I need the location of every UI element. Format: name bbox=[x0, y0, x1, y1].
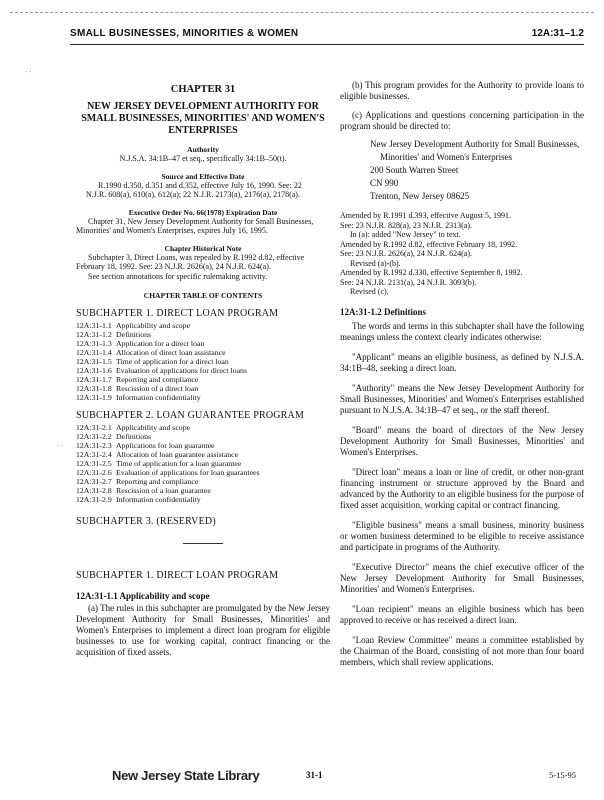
toc-entry-number: 12A:31-2.4 bbox=[76, 450, 112, 459]
toc-entry-number: 12A:31-1.6 bbox=[76, 366, 112, 375]
definition-entry: "Authority" means the New Jersey Development Authority for Small Businesses, Minorities' and Women's Enterprises established pursuant to N.J.S.A. 34:1B–47 et seq., or the staff thereof. bbox=[340, 382, 584, 415]
toc-entry-number: 12A:31-2.8 bbox=[76, 486, 112, 495]
toc-entry-number: 12A:31-1.2 bbox=[76, 330, 112, 339]
toc-subchapter-1: SUBCHAPTER 1. DIRECT LOAN PROGRAM bbox=[76, 308, 279, 319]
left-column bbox=[76, 80, 330, 658]
source-text: R.1990 d.350, d.351 and d.352, effective July 16, 1990. See: 22 N.J.R. 608(a), 610(a), 612(a); 22 N.J.R. 2173(a), 2176(a), 2178(a). bbox=[86, 180, 302, 199]
toc-entry bbox=[76, 339, 247, 348]
toc-list-subchapter-1 bbox=[76, 321, 247, 402]
section-1-2-heading: 12A:31-1.2 Definitions bbox=[340, 306, 426, 317]
chapter-title: NEW JERSEY DEVELOPMENT AUTHORITY FOR SMALL BUSINESSES, MINORITIES' AND WOMEN'S ENTERPRISES bbox=[81, 101, 325, 136]
amendment-line: Amended by R.1992 d.82, effective February 18, 1992. bbox=[340, 239, 518, 249]
toc-entry-title: Information confidentiality bbox=[116, 393, 201, 402]
definition-entry: "Direct loan" means a loan or line of credit, or other non-grant financing instrument or structure approved by the Board and advanced by the Authority to an eligible business for the purpose of fixed asset acquisition, working capital or contract financing. bbox=[340, 466, 584, 510]
source-heading: Source and Effective Date bbox=[161, 171, 245, 181]
toc-entry bbox=[76, 477, 260, 486]
historical-note-text-2: See section annotations for specific rulemaking activity. bbox=[88, 271, 268, 281]
definition-entry: "Loan Review Committee" means a committee established by the Chairman of the Board, consisting of not more than four board members, which shall review applications. bbox=[340, 634, 584, 667]
toc-entry-number: 12A:31-2.6 bbox=[76, 468, 112, 477]
header-title: SMALL BUSINESSES, MINORITIES & WOMEN bbox=[70, 28, 299, 39]
toc-entry-title: Definitions bbox=[116, 432, 152, 441]
toc-entry-number: 12A:31-2.3 bbox=[76, 441, 112, 450]
toc-entry bbox=[76, 450, 260, 459]
address-line: New Jersey Development Authority for Small Businesses, Minorities' and Women's Enterprises bbox=[370, 139, 580, 162]
toc-entry bbox=[76, 441, 260, 450]
amendment-history bbox=[340, 211, 584, 297]
toc-entry-title: Allocation of direct loan assistance bbox=[116, 348, 226, 357]
address-line: Trenton, New Jersey 08625 bbox=[370, 191, 470, 201]
toc-entry-number: 12A:31-2.7 bbox=[76, 477, 112, 486]
toc-entry-title: Applications for loan guarantee bbox=[116, 441, 215, 450]
toc-entry bbox=[76, 375, 247, 384]
header-rule bbox=[70, 44, 584, 45]
toc-subchapter-2: SUBCHAPTER 2. LOAN GUARANTEE PROGRAM bbox=[76, 410, 305, 421]
toc-entry-title: Evaluation of applications for loan guarantees bbox=[116, 468, 260, 477]
toc-entry bbox=[76, 486, 260, 495]
section-1-1-heading: 12A:31-1.1 Applicability and scope bbox=[76, 591, 210, 601]
top-dashed-rule bbox=[10, 12, 594, 13]
definition-entry: "Applicant" means an eligible business, as defined by N.J.S.A. 34:1B–48, seeking a direct loan. bbox=[340, 351, 584, 373]
toc-entry bbox=[76, 330, 247, 339]
header-section-number: 12A:31–1.2 bbox=[531, 28, 584, 39]
toc-entry-number: 12A:31-1.1 bbox=[76, 321, 112, 330]
amendment-line: See: 24 N.J.R. 2131(a), 24 N.J.R. 3093(b). bbox=[340, 277, 477, 287]
toc-entry-number: 12A:31-1.5 bbox=[76, 357, 112, 366]
toc-entry bbox=[76, 348, 247, 357]
toc-entry-number: 12A:31-1.7 bbox=[76, 375, 112, 384]
historical-note-text: Subchapter 3, Direct Loans, was repealed by R.1992 d.82, effective February 18, 1992. See: 23 N.J.R. 2626(a), 24 N.J.R. 624(a). bbox=[76, 252, 305, 271]
toc-entry bbox=[76, 393, 247, 402]
section-1-1-paragraph-c: (c) Applications and questions concerning participation in the program should be directed to: bbox=[340, 110, 584, 131]
toc-list-subchapter-2 bbox=[76, 423, 260, 504]
amendment-line: In (a): added "New Jersey" to text. bbox=[350, 230, 461, 239]
margin-mark: . . bbox=[58, 440, 64, 448]
definition-entry: "Eligible business" means a small business, minority business or women business determined to be eligible to receive assistance and participate in programs of the Authority. bbox=[340, 519, 584, 552]
toc-entry-title: Rescission of a loan guarantee bbox=[116, 486, 211, 495]
toc-entry-number: 12A:31-1.8 bbox=[76, 384, 112, 393]
chapter-number: CHAPTER 31 bbox=[170, 84, 236, 95]
toc-entry-title: Applicability and scope bbox=[116, 423, 191, 432]
page-number: 31-1 bbox=[306, 770, 323, 780]
toc-entry bbox=[76, 495, 260, 504]
toc-entry-number: 12A:31-1.3 bbox=[76, 339, 112, 348]
supplement-date: 5-15-95 bbox=[549, 770, 576, 780]
definitions-list bbox=[340, 321, 584, 668]
toc-entry bbox=[76, 366, 247, 375]
toc-entry-number: 12A:31-2.1 bbox=[76, 423, 112, 432]
amendment-line: Revised (c). bbox=[350, 287, 389, 296]
toc-entry bbox=[76, 432, 260, 441]
historical-note-heading: Chapter Historical Note bbox=[164, 243, 242, 253]
toc-entry-title: Time of application for a direct loan bbox=[116, 357, 229, 366]
address-line: 200 South Warren Street bbox=[370, 165, 459, 175]
section-1-1-paragraph-b: (b) This program provides for the Authority to provide loans to eligible businesses. bbox=[340, 80, 584, 101]
executive-order-heading: Executive Order No. 66(1978) Expiration Date bbox=[128, 207, 278, 217]
toc-entry-title: Information confidentiality bbox=[116, 495, 201, 504]
margin-mark: ⸱ ⸱ bbox=[26, 68, 32, 76]
toc-entry bbox=[76, 423, 260, 432]
amendment-line: Revised (a)-(b). bbox=[350, 258, 401, 268]
toc-entry-number: 12A:31-1.9 bbox=[76, 393, 112, 402]
toc-entry-number: 12A:31-2.5 bbox=[76, 459, 112, 468]
address-line: CN 990 bbox=[370, 178, 399, 188]
amendment-line: See: 23 N.J.R. 828(a), 23 N.J.R. 2313(a). bbox=[340, 220, 472, 230]
toc-entry-title: Rescission of a direct loan bbox=[116, 384, 199, 393]
toc-entry bbox=[76, 321, 247, 330]
toc-entry bbox=[76, 468, 260, 477]
section-1-1-paragraph-a: (a) The rules in this subchapter are promulgated by the New Jersey Development Authority for Small Businesses, Minorities' and Women's Enterprises to implement a direct loan program for eligible businesses to use for working capital, contract financing or the acquisition of fixed assets. bbox=[76, 603, 330, 657]
contact-address bbox=[340, 138, 584, 203]
running-header bbox=[70, 28, 584, 42]
amendment-line: See: 23 N.J.R. 2626(a), 24 N.J.R. 624(a). bbox=[340, 249, 472, 258]
amendment-line: Amended by R.1992 d.330, effective September 8, 1992. bbox=[340, 268, 523, 277]
subchapter-1-heading: SUBCHAPTER 1. DIRECT LOAN PROGRAM bbox=[76, 570, 279, 581]
toc-entry-title: Application for a direct loan bbox=[116, 339, 205, 348]
toc-entry-title: Reporting and compliance bbox=[116, 477, 199, 486]
executive-order-text: Chapter 31, New Jersey Development Authority for Small Businesses, Minorities' and Women's Enterprises, expires July 16, 1995. bbox=[76, 216, 314, 235]
definition-entry: "Executive Director" means the chief executive officer of the New Jersey Development Authority for Small Businesses, Minorities' and Women's Enterprises. bbox=[340, 561, 584, 594]
amendment-line: Amended by R.1991 d.393, effective August 5, 1991. bbox=[340, 211, 511, 220]
toc-entry-title: Reporting and compliance bbox=[116, 375, 199, 384]
toc-entry-number: 12A:31-1.4 bbox=[76, 348, 112, 357]
toc-entry bbox=[76, 357, 247, 366]
page-footer bbox=[0, 768, 604, 788]
right-column bbox=[340, 80, 584, 668]
toc-subchapter-3: SUBCHAPTER 3. (RESERVED) bbox=[76, 516, 216, 527]
definitions-intro: The words and terms in this subchapter shall have the following meanings unless the context clearly indicates otherwise: bbox=[340, 320, 584, 342]
library-stamp: New Jersey State Library bbox=[112, 768, 260, 783]
definition-entry: "Board" means the board of directors of the New Jersey Development Authority for Small Businesses, Minorities' and Women's Enterprises. bbox=[340, 424, 584, 457]
toc-entry-title: Time of application for a loan guarantee bbox=[116, 459, 242, 468]
toc-entry-title: Definitions bbox=[116, 330, 152, 339]
toc-heading: CHAPTER TABLE OF CONTENTS bbox=[143, 291, 263, 300]
toc-entry-number: 12A:31-2.2 bbox=[76, 432, 112, 441]
toc-entry-title: Applicability and scope bbox=[116, 321, 191, 330]
toc-entry-title: Evaluation of applications for direct loans bbox=[116, 366, 247, 375]
toc-entry bbox=[76, 384, 247, 393]
authority-text: N.J.S.A. 34:1B–47 et seq., specifically 34:1B–50(t). bbox=[119, 154, 287, 163]
section-divider bbox=[183, 543, 223, 544]
authority-heading: Authority bbox=[187, 145, 219, 154]
definition-entry: "Loan recipient" means an eligible business which has been approved to receive or has received a direct loan. bbox=[340, 603, 584, 625]
toc-entry bbox=[76, 459, 260, 468]
toc-entry-title: Allocation of loan guarantee assistance bbox=[116, 450, 239, 459]
toc-entry-number: 12A:31-2.9 bbox=[76, 495, 112, 504]
